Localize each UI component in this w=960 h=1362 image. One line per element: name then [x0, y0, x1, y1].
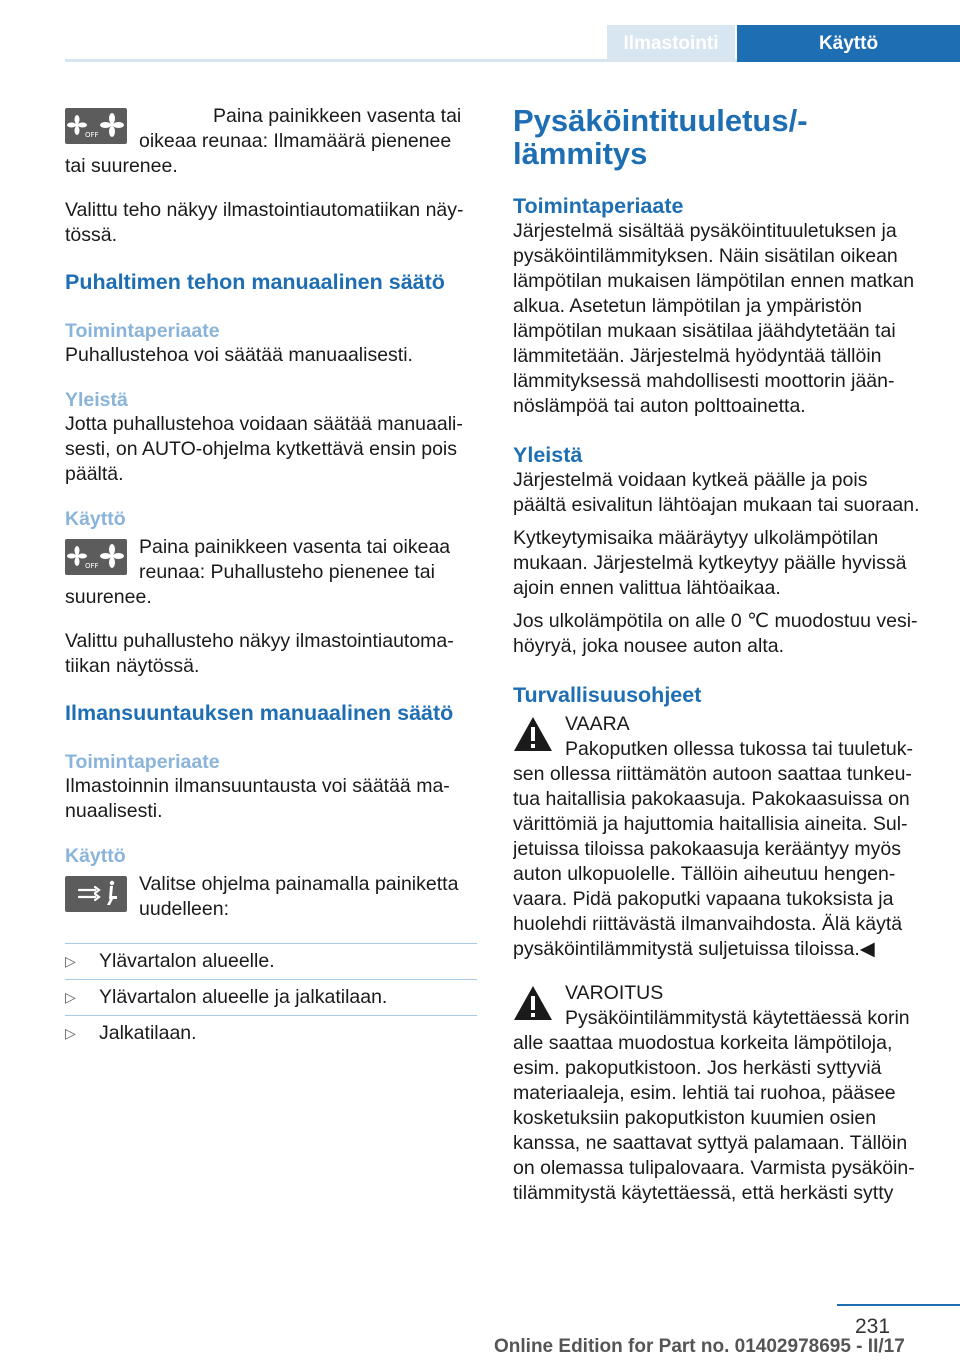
heading-air-direction: Ilmansuuntauksen manuaalinen säätö	[65, 701, 454, 725]
general-text-2: Kytkeytymisaika määräytyy ulkolämpötilan mukaan. Järjestelmä kytkeytyy päälle hyvissä ajoin ennen valittua lähtöaikaa.	[513, 527, 907, 599]
fan-button-block-2	[65, 535, 477, 610]
heading-safety: Turvallisuusohjeet	[513, 683, 702, 707]
bullet-item	[65, 985, 477, 1010]
heading-fan-general: Yleistä	[65, 389, 128, 411]
warning-triangle-icon	[513, 716, 553, 752]
heading-fan-use: Käyttö	[65, 508, 126, 530]
fan-general-text: Jotta puhallustehoa voidaan säätää manuaalisesti, on AUTO-ohjelma kytkettävä ensin pois päältä.	[65, 413, 463, 485]
fan-button-icon	[65, 539, 127, 575]
svg-text:OFF: OFF	[85, 131, 99, 139]
heading-dir-principle: Toimintaperiaate	[65, 751, 220, 773]
fan-use-text: Paina painikkeen vasenta tai oikeaa reunaa: Puhallusteho pienenee tai suurenee.	[65, 536, 451, 608]
fan-display-text-1: Valittu teho näkyy ilmastointiautomatiikan näytössä.	[65, 199, 464, 246]
triangle-bullet-icon: ▷	[65, 1025, 76, 1041]
heading-fan-manual: Puhaltimen tehon manuaalinen säätö	[65, 270, 445, 294]
header-section-label: Ilmastointi	[623, 32, 719, 54]
fan-display-text-2: Valittu puhallusteho näkyy ilmastointiautomatiikan näytössä.	[65, 630, 454, 677]
dir-use-text: Valitse ohjelma painamalla painiketta uudelleen:	[139, 873, 459, 920]
bullet-text: Ylävartalon alueelle.	[99, 950, 275, 972]
warning-text-caution: Pysäköintilämmitystä käytettäessä korin alle saattaa muodostua korkeita lämpötiloja, esim. pakoputkistoon. Jos herkästi syttyviä materiaaleja, esim. lehtiä tai ruohoa, pääsee kosketuksiin pakoputkiston kuumien osien kanssa, ne saattavat syttyä palamaan. Tällöin on olemassa tulipalovaara. Varmista pysäköintilämmitystä käytettäessä, että herkästi sytty	[513, 1007, 915, 1204]
bullet-separator	[65, 1015, 477, 1016]
warning-block-caution	[513, 981, 925, 1206]
bullet-separator	[65, 979, 477, 980]
triangle-bullet-icon: ▷	[65, 953, 76, 969]
warning-triangle-icon	[513, 985, 553, 1021]
fan-button-block-1	[65, 104, 477, 179]
heading-general: Yleistä	[513, 443, 583, 467]
general-text-1: Järjestelmä voidaan kytkeä päälle ja pois päältä esivalitun lähtöajan mukaan tai suoraan.	[513, 469, 920, 516]
fan-principle-text: Puhallustehoa voi säätää manuaalisesti.	[65, 344, 413, 366]
footer-rule	[837, 1304, 960, 1306]
air-direction-block	[65, 872, 477, 922]
warning-block-danger	[513, 712, 925, 962]
fan-button-icon	[65, 108, 127, 144]
left-column	[65, 104, 477, 1046]
heading-dir-use: Käyttö	[65, 845, 126, 867]
header-subsection-label: Käyttö	[818, 32, 879, 54]
section-title: Pysäköintituuletus/lämmitys	[513, 103, 808, 171]
air-direction-icon	[65, 876, 127, 912]
header-section-tab	[607, 25, 735, 62]
right-column	[513, 104, 925, 1206]
bullet-item	[65, 949, 477, 974]
heading-principle: Toimintaperiaate	[513, 194, 684, 218]
general-text-3: Jos ulkolämpötila on alle 0 ℃ muodostuu vesihöyryä, joka nousee auton alta.	[513, 610, 918, 657]
fan-text-1: Paina painikkeen vasenta tai oikeaa reunaa: Ilmamäärä pienenee tai suurenee.	[65, 105, 462, 177]
triangle-bullet-icon: ▷	[65, 989, 76, 1005]
bullet-item	[65, 1021, 477, 1046]
heading-fan-principle: Toimintaperiaate	[65, 320, 220, 342]
bullet-separator-top	[65, 943, 477, 944]
warning-title-caution: VAROITUS	[565, 982, 664, 1004]
warning-title-danger: VAARA	[565, 713, 630, 735]
dir-principle-text: Ilmastoinnin ilmansuuntausta voi säätää manuaalisesti.	[65, 775, 450, 822]
svg-text:OFF: OFF	[85, 562, 99, 570]
principle-text: Järjestelmä sisältää pysäköintituuletuksen ja pysäköintilämmityksen. Näin sisätilan oikean lämpötilan mukaisen lämpötilan ennen matkan alkua. Asetetun lämpötilan ja ympäristön lämpötilan mukaan sisätilaa jäähdytetään tai lämmitetään. Järjestelmä hyödyntää tällöin lämmityksessä mahdollisesti moottorin jäännöslämpöä tai auton polttoainetta.	[513, 220, 915, 417]
header-subsection-tab	[737, 25, 960, 62]
footer-edition: Online Edition for Part no. 01402978695 - II/17	[494, 1336, 905, 1357]
warning-text-danger: Pakoputken ollessa tukossa tai tuuletuksen ollessa riittämätön autoon saattaa tunkeutua haitallisia pakokaasuja. Pakokaasuissa on värittömiä ja hajuttomia haitallisia aineita. Suljetuissa tiloissa pakokaasuja kerääntyy myös auton ulkopuolelle. Tällöin aiheutuu hengenvaara. Pidä pakoputki vapaana tukoksista ja huolehdi riittävästä ilmanvaihdosta. Älä käytä pysäköintilämmitystä suljetuissa tiloissa.◀	[513, 738, 913, 960]
bullet-text: Jalkatilaan.	[99, 1022, 197, 1044]
bullet-text: Ylävartalon alueelle ja jalkatilaan.	[99, 986, 388, 1008]
page-number: 231	[855, 1315, 891, 1338]
